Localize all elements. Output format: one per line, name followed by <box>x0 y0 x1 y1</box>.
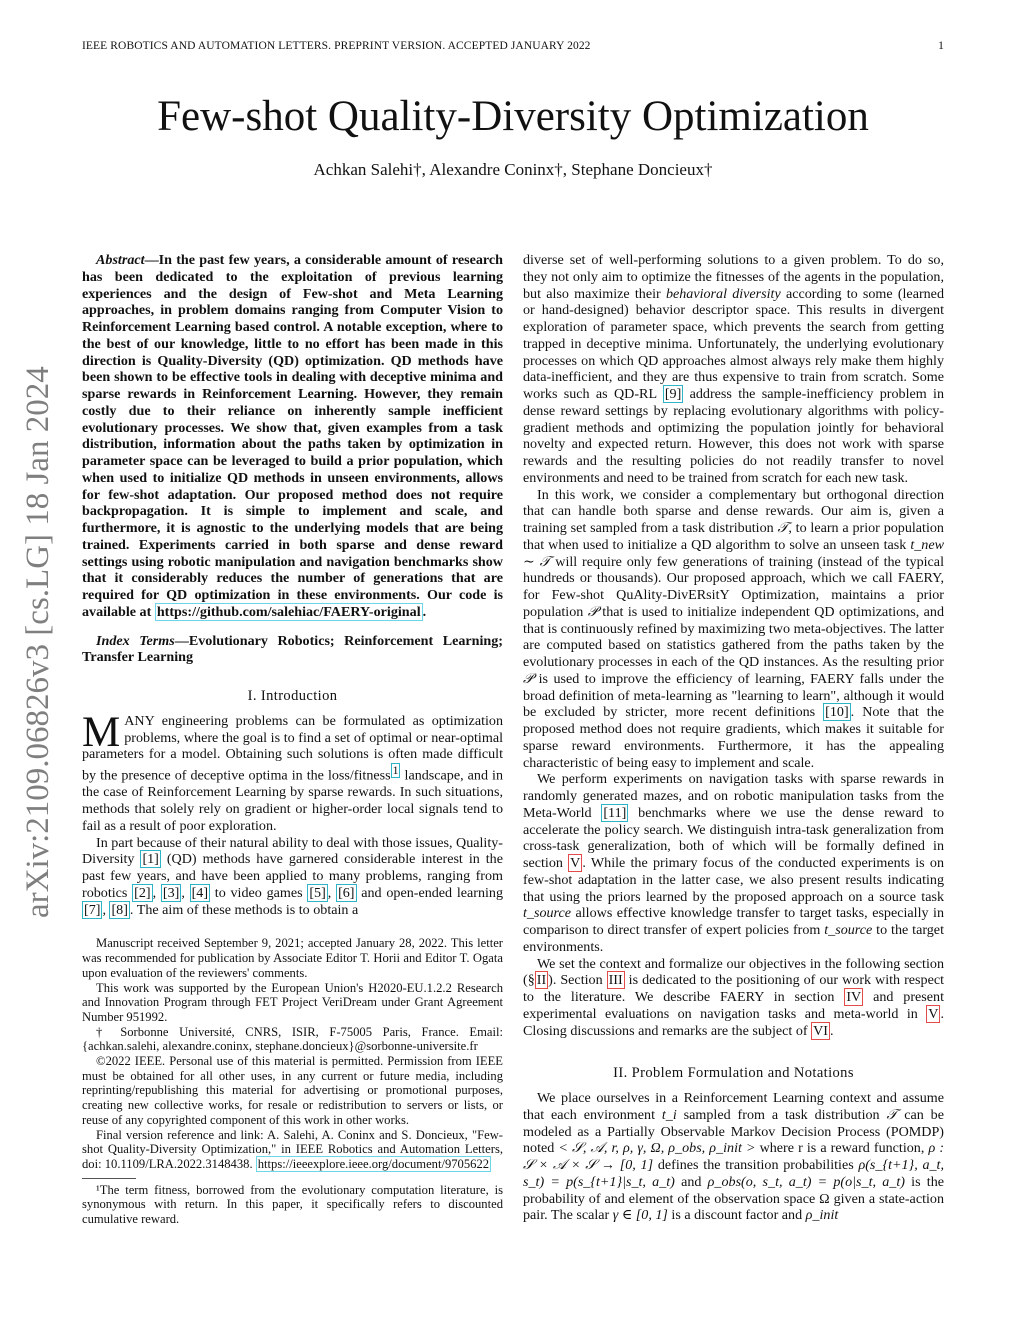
r2-d: Optimization, maintains a prior population <box>523 587 944 620</box>
footnote-affiliation: † Sorbonne Université, CNRS, ISIR, F-75005 Paris, France. Email: {achkan.salehi, alexandre.coninx, stephane.doncieux}@sorbonne-universite.fr <box>82 1024 503 1054</box>
running-header <box>82 40 944 52</box>
right-paragraph-3 <box>523 771 944 955</box>
r5-c: can be modeled as a Partially Observable Markov Decision Process (POMDP) noted <box>523 1106 944 1157</box>
running-title: IEEE ROBOTICS AND AUTOMATION LETTERS. PREPRINT VERSION. ACCEPTED JANUARY 2022 <box>82 40 591 52</box>
abstract-end: . <box>422 603 427 620</box>
intro2-e: . The aim of these methods is to obtain a <box>129 901 359 918</box>
citation-4[interactable]: [4] <box>191 884 209 901</box>
index-terms <box>82 633 503 667</box>
r3-a: We perform experiments on navigation tasks with sparse rewards in randomly generated mazes, and on robotic manipulation tasks from the Meta-World <box>523 771 944 821</box>
intro-text-a: ANY engineering problems can be formulated as optimization problems, where the goal is to find a set of optimal or near-optimal parameters for a model. Obtaining such solutions is often made difficult by the presence of deceptive optima in the loss/fitness <box>82 712 503 784</box>
footnote-version-text: Final version reference and link: A. Salehi, A. Coninx and S. Doncieux, "Few-shot Quality-Diversity Optimization," in IEEE Robotics and Automation Letters, doi: 10.1109/LRA.2022.3148438. <box>82 1127 503 1171</box>
citation-10[interactable]: [10] <box>825 704 849 721</box>
index-terms-text: —Evolutionary Robotics; Reinforcement Learning; Transfer Learning <box>82 632 503 666</box>
abstract <box>82 252 503 621</box>
math-t-source-2: t_source <box>824 922 873 938</box>
r5-e: defines the transition probabilities <box>653 1157 859 1173</box>
citation-8[interactable]: [8] <box>111 901 128 918</box>
math-t-new: t_new ∼ 𝒯 <box>523 536 944 570</box>
footnote-manuscript: Manuscript received September 9, 2021; accepted January 28, 2022. This letter was recommended for publication by Associate Editor T. Horii and Editor T. Ogata upon evaluation of the reviewers' comments. <box>82 936 503 980</box>
r5-a: We place ourselves in a Reinforcement Learning context and assume that each environment <box>523 1090 944 1123</box>
math-task-dist: 𝒯 <box>777 520 789 536</box>
ieee-link[interactable]: https://ieeexplore.ieee.org/document/9705622 <box>257 1156 490 1171</box>
citation-11[interactable]: [11] <box>603 804 627 821</box>
math-gamma: γ ∈ [0, 1] <box>612 1207 668 1224</box>
section-ref-vi[interactable]: VI <box>813 1022 828 1039</box>
intro2-b: (QD) methods have garnered considerable interest in the past few years, and have been applied to many problems, ranging from robotics <box>82 851 503 901</box>
section-ref-v-2[interactable]: V <box>928 1005 939 1022</box>
citation-1[interactable]: [1] <box>142 851 159 868</box>
math-observation: ρ_obs(o, s_t, a_t) = p(o|s_t, a_t) <box>707 1173 905 1190</box>
r2-a: In this work, we consider a complementary but orthogonal direction that can handle both sparse and dense rewards. Our aim is, given a training set sampled from a task distribution <box>523 486 944 536</box>
r4-f: . <box>829 1022 834 1039</box>
right-paragraph-5 <box>523 1090 944 1224</box>
r4-b: ). Section <box>548 972 607 989</box>
intro2-a: In part because of their natural ability to deal with those issues, Quality-Diversity <box>82 834 503 868</box>
section-heading-problem: II. Problem Formulation and Notations <box>613 1065 854 1082</box>
footnote-funding: This work was supported by the European Union's H2020-EU.1.2.2 Research and Innovation Program through FET Project VeriDream under Grant Agreement Number 951992. <box>82 980 503 1024</box>
footnotes <box>82 936 503 1226</box>
r5-g: is the probability of and element of the observation space Ω given a state-action pair. The scalar <box>523 1173 944 1224</box>
r4-e: . Closing discussions and remarks are the subject of <box>523 1005 944 1039</box>
dropcap: M <box>82 708 121 756</box>
section-ref-iii[interactable]: III <box>608 972 623 989</box>
faery-acronym: Few-shot QuAlity-DivERsitY <box>551 587 730 603</box>
math-t-i: t_i <box>661 1106 677 1123</box>
math-transition: ρ(s_{t+1}, a_t, s_t) = p(s_{t+1}|s_t, a_t) <box>523 1157 944 1190</box>
math-prior-2: 𝒫 <box>523 670 534 687</box>
section-ref-iv[interactable]: IV <box>846 989 862 1005</box>
r5-b: sampled from a task distribution <box>676 1106 887 1123</box>
citation-9[interactable]: [9] <box>664 386 682 402</box>
r5-h: is a discount factor and <box>667 1207 806 1224</box>
r1-a: diverse set of well-performing solutions to a given problem. To do so, they not only aim to optimize the fitnesses of the agents in the population, but also maximize their <box>523 252 944 302</box>
intro-text-b: landscape, and in the case of Reinforcement Learning by sparse rewards. In such situations, methods that solely rely on gradient or higher-order local signals tend to fail as a result of poor exploration. <box>82 767 503 834</box>
r4-a: We set the context and formalize our objectives in the following section (§ <box>523 955 944 989</box>
r5-d: where r is a reward function, <box>755 1140 929 1157</box>
r4-d: and present experimental evaluations on navigation tasks and meta-world in <box>523 989 944 1022</box>
r2-f: is used to improve the efficiency of learning, FAERY falls under the broad definition of meta-learning as "learning to learn", although it would be excluded by stricter, more recent definitions <box>523 670 944 721</box>
footnote-1-marker[interactable]: 1 <box>392 764 399 777</box>
right-paragraph-1 <box>523 252 944 487</box>
r3-b: benchmarks where we use the dense reward to accelerate the policy search. We distinguish intra-task generalization from cross-task generalization, both of which will be formally defined in section <box>523 804 944 871</box>
citation-6[interactable]: [6] <box>338 884 355 901</box>
page-number: 1 <box>938 40 944 52</box>
footnote-fitness: ¹The term fitness, borrowed from the evolutionary computation literature, is synonymous with return. In this paper, it specifically refers to discounted cumulative reward. <box>82 1182 503 1227</box>
r2-b: , to learn a prior population that when used to initialize a QD algorithm to solve an unseen task <box>523 520 944 553</box>
section-heading-introduction: I. Introduction <box>247 688 338 704</box>
right-paragraph-4 <box>523 956 944 1040</box>
math-t-source: t_source <box>523 905 572 922</box>
math-rho: ρ : 𝒮 × 𝒜 × 𝒮 → [0, 1] <box>523 1140 945 1173</box>
footnote-version <box>82 1128 503 1172</box>
citation-5[interactable]: [5] <box>309 884 326 901</box>
r4-c: is dedicated to the positioning of our work with respect to the literature. We describe FAERY in section <box>523 972 944 1005</box>
r3-d: allows effective knowledge transfer to target tasks, especially in comparison to direct transfer of expert policies from <box>523 905 944 938</box>
citation-3[interactable]: [3] <box>162 884 180 901</box>
math-prior: 𝒫 <box>587 603 598 620</box>
right-paragraph-2 <box>523 487 944 772</box>
section-ref-v[interactable]: V <box>570 855 581 871</box>
citation-2[interactable]: [2] <box>134 884 151 901</box>
github-link[interactable]: https://github.com/salehiac/FAERY-original <box>156 603 421 620</box>
r3-e: to the target environments. <box>523 922 944 955</box>
math-rho-init: ρ_init <box>805 1207 839 1224</box>
citation-7[interactable]: [7] <box>84 901 101 918</box>
paper-title: Few-shot Quality-Diversity Optimization <box>157 93 869 140</box>
r1-b: according to some (learned or hand-designed) behavior descriptor space. This results in divergent exploration of parameter space, which prevents the search from getting trapped in deceptive minima. Unfortunately, the underlying evolutionary processes on which QD approaches almost always rely make them highly data-inefficient, and they are thus expensive to train from scratch. Some works such as QD-RL <box>523 285 944 402</box>
intro-paragraph-2: In part because of their natural ability to deal with those issues, Quality-Diversity [1] (QD) methods have garnered considerable interest in the past few years, and have been applied to many problems, ranging from robotics [2] , [3] , [4] to video games [5] , [6] and open-ended learning [7] , [8] . The aim of these methods is to obtain a <box>82 834 504 918</box>
author-list: Achkan Salehi†, Alexandre Coninx†, Stephane Doncieux† <box>313 160 713 179</box>
r3-c: . While the primary focus of the conducted experiments is on few-shot adaptation in the latter case, we also present results indicating that using the priors learned by the proposed approach on a source task <box>523 855 944 905</box>
r2-e: that is used to initialize independent QD optimizations, and that is continuously refined by maximizing two meta-objectives. The latter are computed based on statistics gathered from the paths taken by the evolutionary processes in each of the QD instances. As the resulting prior <box>523 603 945 670</box>
intro2-c: to video games <box>210 884 308 901</box>
abstract-label: Abstract <box>96 252 145 268</box>
intro-paragraph-1 <box>82 708 503 835</box>
abstract-text: —In the past few years, a considerable amount of research has been dedicated to the exploitation of previous learning experiences and the design of Few-shot and Meta Learning approaches, in problem domains ranging from Computer Vision to Reinforcement Learning based control. A notable exception, where to the best of our knowledge, little to no effort has been made in this direction is Quality-Diversity (QD) optimization. QD methods have been shown to be effective tools in dealing with deceptive minima and sparse rewards in Reinforcement Learning. However, they remain costly due to their reliance on inherently sample inefficient evolutionary processes. We show that, given examples from a task distribution, information about the paths taken by optimization in parameter space can be leveraged to build a prior population, which when used to initialize QD methods in unseen environments, allows for few-shot adaptation. Our proposed method does not require backpropagation. It is simple to implement and scale, and furthermore, it is agnostic to the underlying models that are being trained. Experiments carried in both sparse and dense reward settings using robotic manipulation and navigation benchmarks show that it considerably reduces the number of generations that are required for QD optimization in these environments. Our code is available at <box>82 252 503 620</box>
r2-g: . Note that the proposed method does not require gradients, which makes it suitable for sparse reward environments. Furthermore, it has the appealing characteristic of being easy to implement and scale. <box>523 704 944 771</box>
math-task-dist-2: 𝒯 <box>886 1106 898 1123</box>
footnote-copyright: ©2022 IEEE. Personal use of this material is permitted. Permission from IEEE must be obtained for all other uses, in any current or future media, including reprinting/republishing this material for advertising or promotional purposes, creating new collective works, for resale or redistribution to servers or lists, or reuse of any copyrighted component of this work in other works. <box>82 1054 503 1127</box>
left-column <box>82 252 503 1227</box>
r1-italic: behavioral diversity <box>665 285 781 302</box>
index-terms-label: Index Terms <box>96 632 175 649</box>
arxiv-stamp: arXiv:2109.06826v3 [cs.LG] 18 Jan 2024 <box>20 366 56 918</box>
footnote-rule <box>82 1178 136 1179</box>
r2-c: will require only few generations of training (instead of the typical hundreds or thousands). Our proposed approach, which we call FAERY, for <box>523 553 944 603</box>
section-ref-ii[interactable]: II <box>536 972 547 989</box>
math-pomdp: < 𝒮, 𝒜, r, ρ, γ, Ω, ρ_obs, ρ_init > <box>558 1140 756 1157</box>
right-column <box>523 252 944 1224</box>
r1-c: address the sample-inefficiency problem in dense reward settings by replacing evolutionary algorithms with policy-gradient methods and optimizing the population jointly for behavioral novelty and expected return. However, this does not work with sparse rewards and the resulting policies do not readily transfer to novel environments and need to be trained from scratch for each new task. <box>523 386 944 486</box>
r5-f: and <box>674 1173 708 1190</box>
intro2-d: and open-ended learning <box>356 884 504 901</box>
